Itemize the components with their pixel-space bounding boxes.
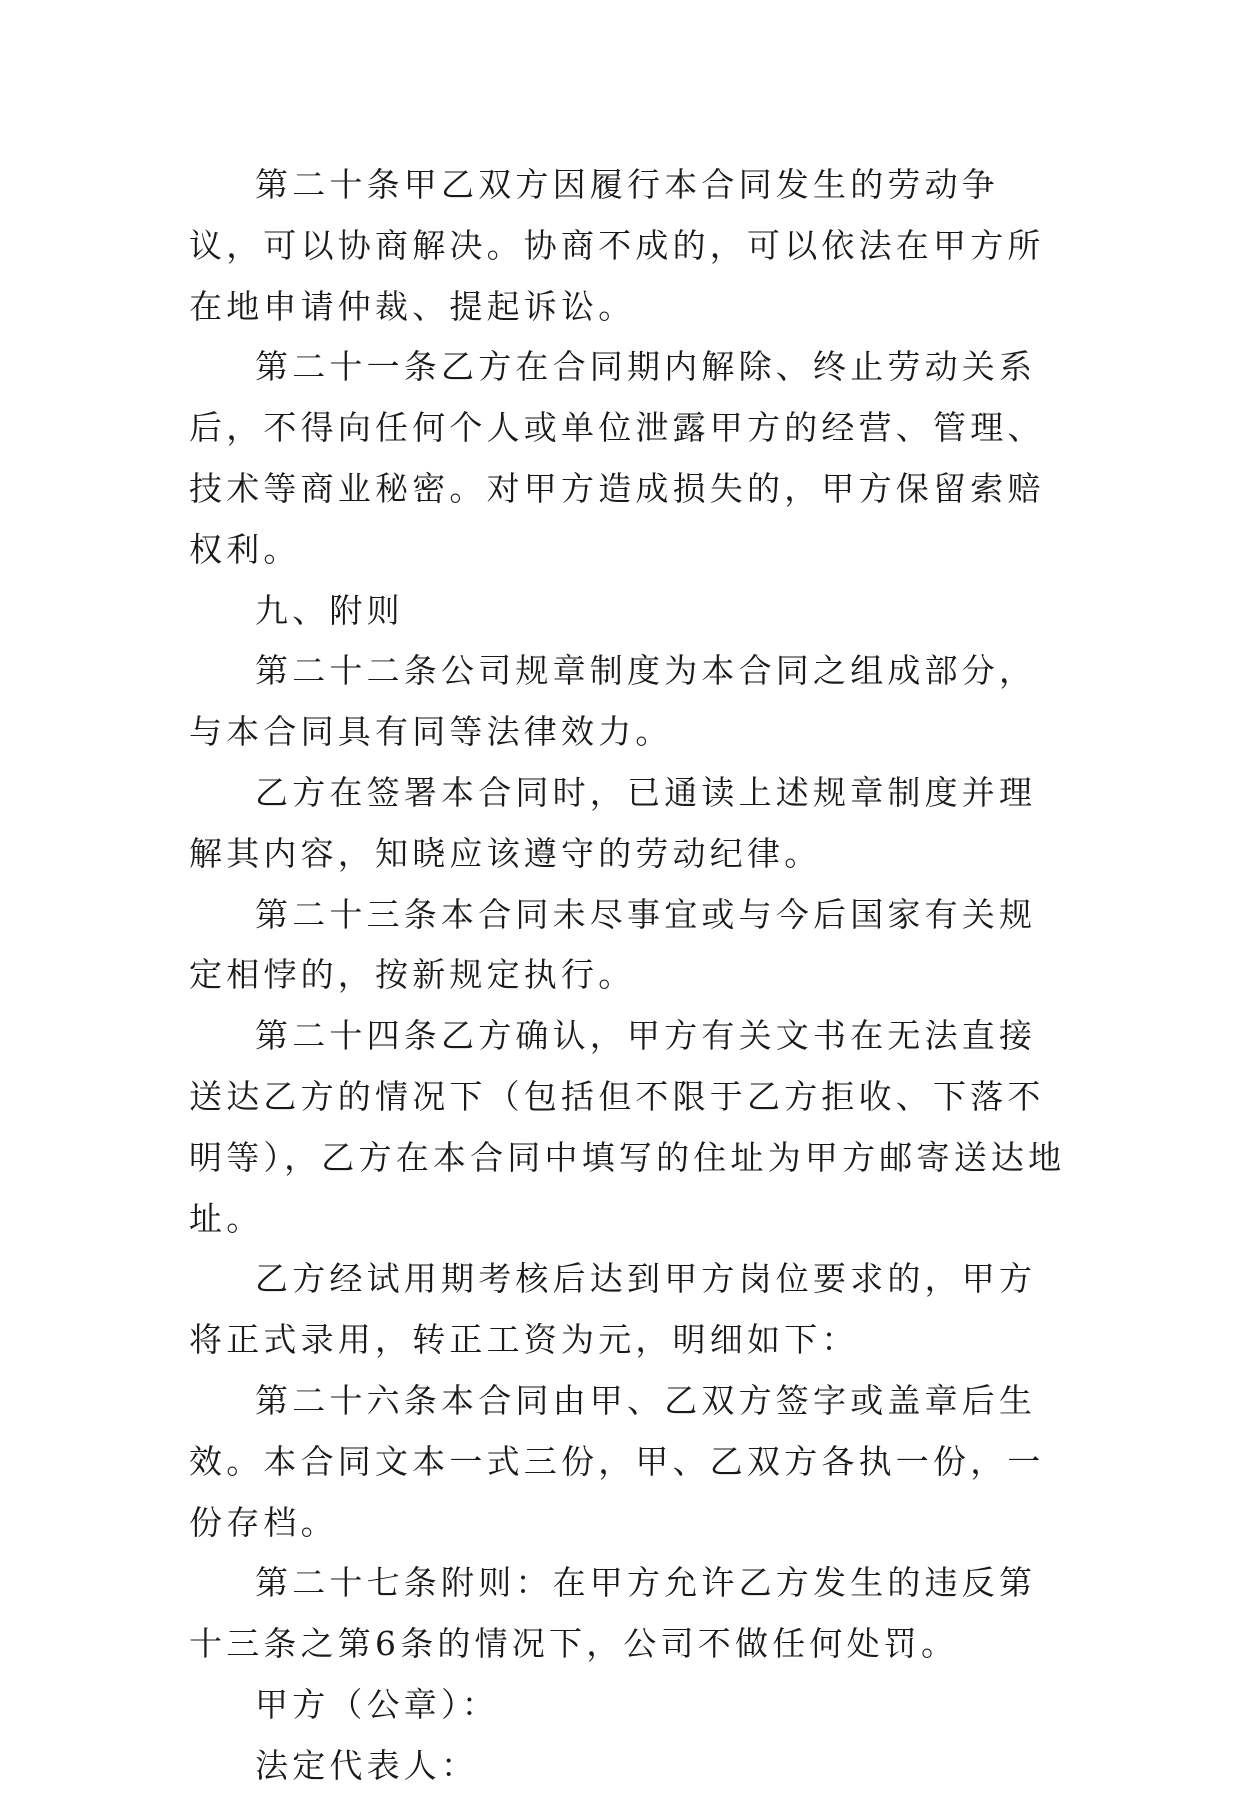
paragraph-article-23: 第二十三条本合同未尽事宜或与今后国家有关规定相悖的，按新规定执行。 [189,894,1037,995]
section-heading-supplementary: 九、附则 [255,590,404,630]
document-body [189,155,1069,1797]
paragraph-probation: 乙方经试用期考核后达到甲方岗位要求的，甲方将正式录用，转正工资为元，明细如下： [189,1259,1037,1360]
paragraph-article-22: 第二十二条公司规章制度为本合同之组成部分，与本合同具有同等法律效力。 [189,651,1037,752]
paragraph-article-24: 第二十四条乙方确认，甲方有关文书在无法直接送达乙方的情况下（包括但不限于乙方拒收、下落不明等），乙方在本合同中填写的住址为甲方邮寄送达地址。 [189,1016,1066,1238]
paragraph-rules-acknowledgement: 乙方在签署本合同时，已通读上述规章制度并理解其内容，知晓应该遵守的劳动纪律。 [189,772,1037,873]
signature-party-a-seal: 甲方（公章）： [255,1684,499,1724]
paragraph-article-20: 第二十条甲乙双方因履行本合同发生的劳动争议，可以协商解决。协商不成的，可以依法在甲方所在地申请仲裁、提起诉讼。 [189,165,1045,326]
paragraph-article-21: 第二十一条乙方在合同期内解除、终止劳动关系后，不得向任何个人或单位泄露甲方的经营、管理、技术等商业秘密。对甲方造成损失的，甲方保留索赔权利。 [189,347,1045,569]
paragraph-article-27: 第二十七条附则：在甲方允许乙方发生的违反第十三条之第6条的情况下，公司不做任何处罚。 [189,1563,1037,1664]
paragraph-article-26: 第二十六条本合同由甲、乙双方签字或盖章后生效。本合同文本一式三份，甲、乙双方各执一份，一份存档。 [189,1380,1045,1542]
signature-legal-representative: 法定代表人： [255,1745,479,1785]
